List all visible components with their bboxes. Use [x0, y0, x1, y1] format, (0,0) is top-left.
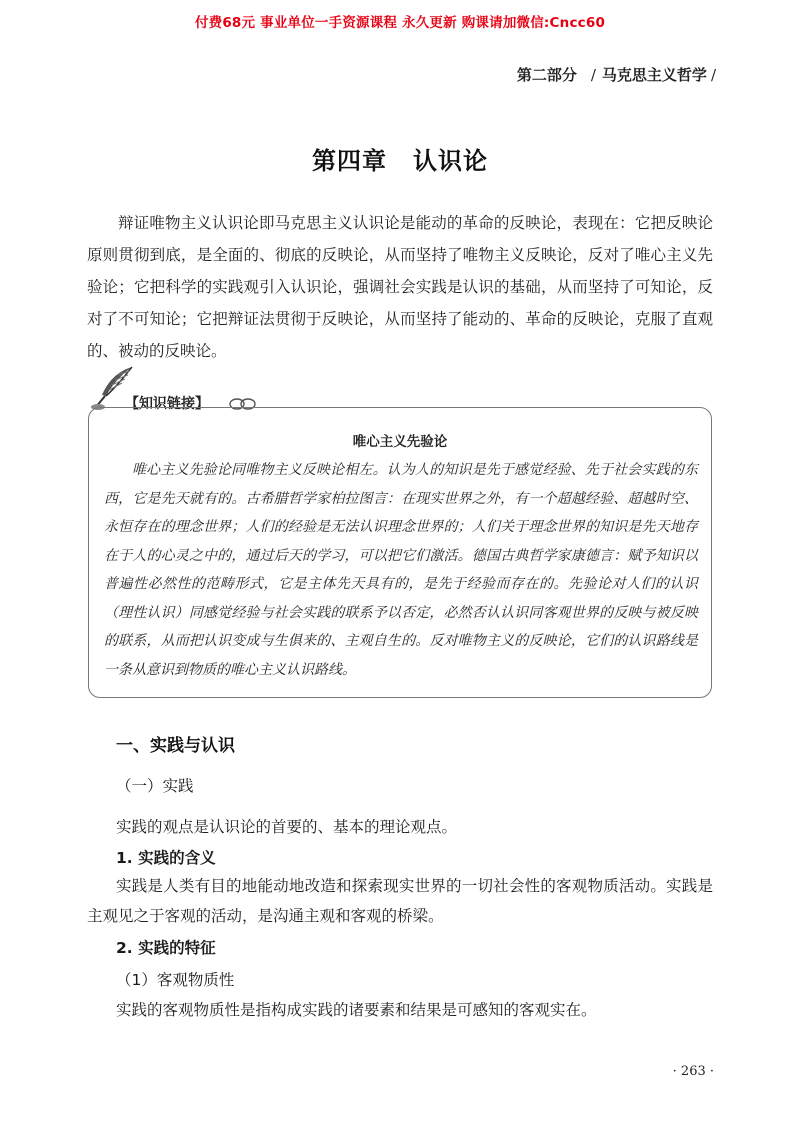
paragraph-practice-meaning: 实践是人类有目的地能动地改造和探索现实世界的一切社会性的客观物质活动。实践是主观见之于客观的活动，是沟通主观和客观的桥梁。	[87, 877, 713, 925]
paragraph-objective-materiality: 实践的客观物质性是指构成实践的诸要素和结果是可感知的客观实在。	[116, 1001, 597, 1019]
knowledge-link-body: 唯心主义先验论同唯物主义反映论相左。认为人的知识是先于感觉经验、先于社会实践的东西，它是先天就有的。古希腊哲学家柏拉图言：在现实世界之外，有一个超越经验、超越时空、永恒存在的理念世界；人们的经验是无法认识理念世界的；人们关于理念世界的知识是先天地存在于人的心灵之中的，通过后天的学习，可以把它们激活。德国古典哲学家康德言：赋予知识以普遍性必然性的范畴形式，它是主体先天具有的，是先于经验而存在的。先验论对人们的认识（理性认识）同感觉经验与社会实践的联系予以否定，必然否认认识同客观世界的反映与被反映的联系，从而把认识变成与生俱来的、主观自生的。反对唯物主义的反映论，它们的认识路线是一条从意识到物质的唯心主义认识路线。	[104, 462, 698, 678]
chapter-name: 认识论	[413, 146, 488, 175]
page-number: · 263 ·	[672, 1064, 714, 1079]
divider-slash-end: /	[710, 66, 716, 84]
heading-practice-meaning: 1. 实践的含义	[116, 849, 216, 867]
section-heading: 一、实践与认识	[116, 736, 235, 756]
part-label: 第二部分	[516, 66, 577, 84]
heading-practice-features: 2. 实践的特征	[116, 939, 216, 957]
chapter-title	[0, 141, 800, 176]
promo-banner: 付费68元 事业单位一手资源课程 永久更新 购课请加微信:Cncc60	[194, 15, 606, 31]
divider-slash: /	[590, 66, 596, 84]
subsection-heading: （一）实践	[116, 777, 194, 795]
paragraph-practice-view: 实践的观点是认识论的首要的、基本的理论观点。	[116, 818, 458, 836]
knowledge-link-label: 【知识链接】	[125, 396, 209, 412]
knowledge-link-title: 唯心主义先验论	[352, 434, 448, 450]
intro-paragraph: 辩证唯物主义认识论即马克思主义认识论是能动的革命的反映论，表现在：它把反映论原则贯彻到底，是全面的、彻底的反映论，从而坚持了唯物主义反映论，反对了唯心主义先验论；它把科学的实践观引入认识论，强调社会实践是认识的基础，从而坚持了可知论，反对了不可知论；它把辩证法贯彻于反映论，从而坚持了能动的、革命的反映论，克服了直观的、被动的反映论。	[87, 214, 713, 360]
section-label: 马克思主义哲学	[601, 66, 707, 84]
part-header	[517, 64, 716, 85]
chapter-number: 第四章	[312, 146, 387, 175]
heading-objective-materiality: （1）客观物质性	[116, 971, 235, 989]
